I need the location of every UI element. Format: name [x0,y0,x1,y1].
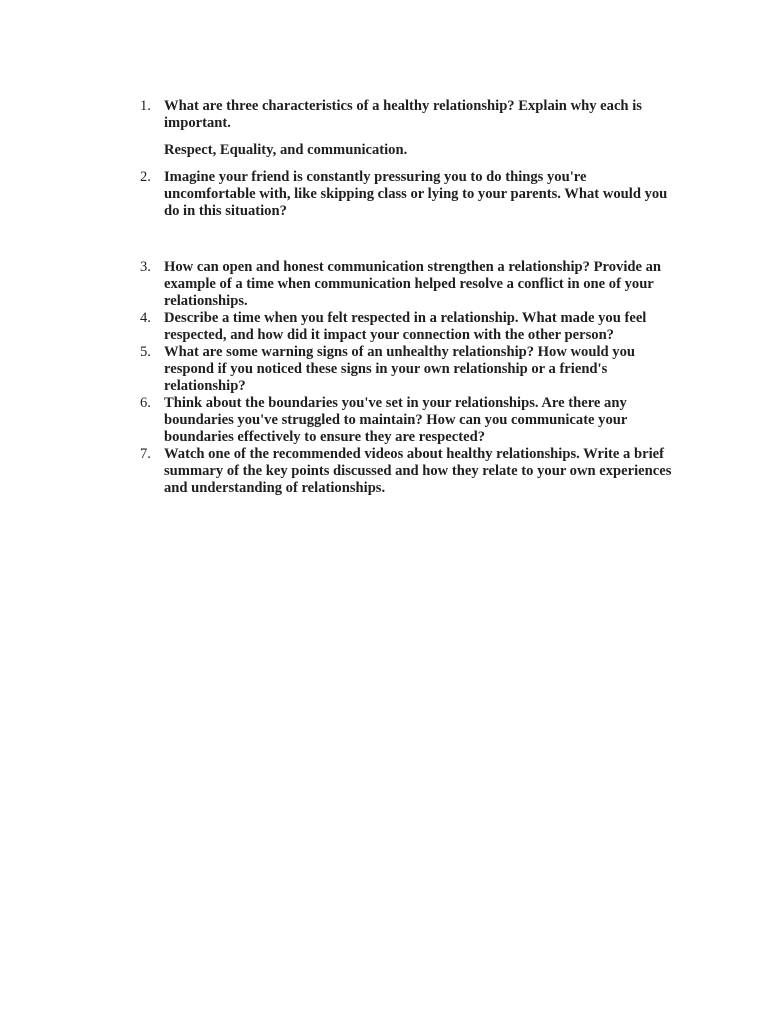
question-number: 6. [140,395,151,411]
question-text: Think about the boundaries you've set in your relationships. Are there any boundaries you've struggled to maintain? How can you communicate your boundaries effectively to ensure they are respected? [164,395,628,445]
question-item [136,259,676,310]
question-number: 1. [140,98,151,114]
question-number: 3. [140,259,151,275]
question-item [136,395,676,446]
question-item [136,310,676,344]
question-number: 7. [140,446,151,462]
question-text: What are some warning signs of an unhealthy relationship? How would you respond if you noticed these signs in your own relationship or a friend's relationship? [164,344,635,394]
question-item [136,344,676,395]
question-item [136,446,676,497]
question-text: Describe a time when you felt respected in a relationship. What made you feel respected, and how did it impact your connection with the other person? [164,310,647,343]
question-number: 5. [140,344,151,360]
question-number: 2. [140,169,151,185]
answer-text: Respect, Equality, and communication. [164,142,408,158]
question-text: How can open and honest communication strengthen a relationship? Provide an example of a time when communication helped resolve a conflict in one of your relationships. [164,259,662,309]
question-text: Imagine your friend is constantly pressuring you to do things you're uncomfortable with, like skipping class or lying to your parents. What would you do in this situation? [164,169,668,219]
question-item [136,98,676,132]
question-text: What are three characteristics of a healthy relationship? Explain why each is important. [164,98,642,131]
question-text: Watch one of the recommended videos about healthy relationships. Write a brief summary of the key points discussed and how they relate to your own experiences and understanding of relationships. [164,446,672,496]
question-list [136,98,676,497]
question-item [136,169,676,220]
question-number: 4. [140,310,151,326]
